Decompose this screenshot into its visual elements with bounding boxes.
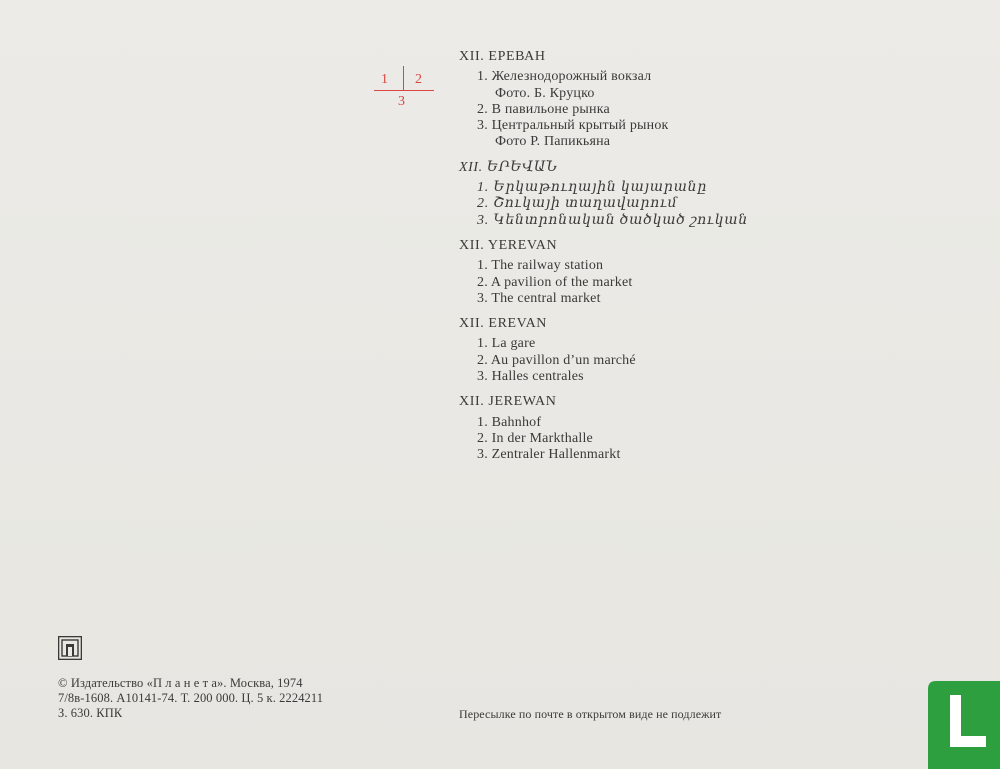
photo-layout-diagram xyxy=(372,66,434,114)
list-item: 3. Центральный крытый рынок xyxy=(477,118,669,134)
caption-block xyxy=(459,49,879,473)
list-item: 2. Au pavillon d’un marché xyxy=(477,352,636,368)
list-item: 3. The central market xyxy=(477,290,601,306)
publisher-logo-icon xyxy=(58,636,82,660)
list-item: 3. Zentraler Hallenmarkt xyxy=(477,447,621,463)
layout-divider-horizontal xyxy=(374,90,434,91)
postal-notice: Пересылке по почте в открытом виде не подлежит xyxy=(459,707,722,721)
photo-credit: Фото. Б. Круцко xyxy=(495,85,595,101)
section-title: XII. ԵՐԵՎԱՆ xyxy=(459,159,558,175)
section-title: XII. YEREVAN xyxy=(459,237,558,253)
layout-number-1: 1 xyxy=(381,72,388,87)
list-item: 3. Halles centrales xyxy=(477,369,584,385)
list-item: 2. В павильоне рынка xyxy=(477,101,610,117)
list-item: 2. In der Markthalle xyxy=(477,430,593,446)
section-french xyxy=(459,316,879,385)
layout-number-3: 3 xyxy=(398,94,405,109)
section-armenian xyxy=(459,160,879,229)
section-title: XII. ЕРЕВАН xyxy=(459,49,546,64)
imprint-line: © Издательство «П л а н е т а». Москва, 1974 xyxy=(58,676,303,690)
list-item: 2. A pavilion of the market xyxy=(477,274,633,290)
imprint xyxy=(58,676,323,721)
section-title: XII. EREVAN xyxy=(459,316,548,332)
section-russian xyxy=(459,49,879,151)
layout-number-2: 2 xyxy=(415,72,422,87)
list-item: 3. Կենտրոնական ծածկած շուկան xyxy=(477,212,749,228)
section-german xyxy=(459,394,879,463)
list-item: 1. Bahnhof xyxy=(477,414,542,430)
section-title: XII. JEREWAN xyxy=(459,394,557,410)
imprint-line: З. 630. КПК xyxy=(58,706,123,720)
photo-credit: Фото Р. Папикьяна xyxy=(495,134,611,150)
list-item: 1. The railway station xyxy=(477,258,604,274)
list-item: 1. Железнодорожный вокзал xyxy=(477,69,652,85)
imprint-line: 7/8в-1608. А10141-74. Т. 200 000. Ц. 5 к. 2224211 xyxy=(58,691,324,705)
list-item: 1. La gare xyxy=(477,336,536,352)
section-english xyxy=(459,238,879,307)
layout-divider-vertical xyxy=(403,66,404,90)
list-item: 2. Շուկայի տաղավարում xyxy=(477,196,678,212)
list-item: 1. Երկաթուղային կայարանը xyxy=(477,180,708,196)
watermark-logo-icon xyxy=(928,681,1000,769)
